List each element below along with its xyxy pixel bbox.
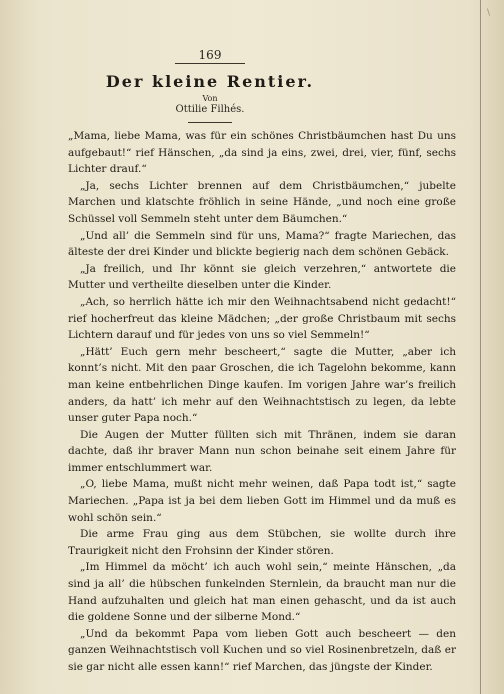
paragraph: Die arme Frau ging aus dem Stübchen, sie wollte durch ihre Traurigkeit nicht den Frohsinn der Kinder stören. bbox=[68, 528, 456, 557]
paragraph: „Mama, liebe Mama, was für ein schönes Christbäumchen hast Du uns aufgebaut!“ rief Hänschen, „da sind ja eins, zwei, drei, vier, fünf, sechs Lichter drauf.“ bbox=[68, 130, 456, 176]
paragraph: „Ja, sechs Lichter brennen auf dem Christbäumchen,“ jubelte Marchen und klatschte fröhlich in seine Hände, „und noch eine große Schüssel voll Semmeln steht unter dem Bäumchen.“ bbox=[68, 179, 456, 225]
page-number-rule bbox=[175, 63, 245, 64]
paragraph: „Im Himmel da möcht’ ich auch wohl sein,“ meinte Hänschen, „da sind ja all’ die hübschen funkelnden Sternlein, da braucht man nur die Hand aufzuhalten und gleich hat man einen gehascht, und da ist auch die goldene Sonne und der silberne Mond.“ bbox=[68, 561, 456, 624]
paragraph: „Und all’ die Semmeln sind für uns, Mama?“ fragte Mariechen, das älteste der drei Kinder und blickte begierig nach dem schönen Gebäck. bbox=[68, 229, 456, 259]
paragraph: „Und da bekommt Papa vom lieben Gott auch bescheert — den ganzen Weihnachtstisch voll Kuchen und so viel Rosinenbretzeln, daß er sie gar nicht alle essen kann!“ rief Marchen, das jüngste der Kinder. bbox=[68, 627, 456, 673]
paragraph: Die Augen der Mutter füllten sich mit Thränen, indem sie daran dachte, daß ihr braver Mann nun schon beinahe seit einem Jahre für immer entschlummert war. bbox=[68, 428, 456, 474]
byline-prefix: Von bbox=[202, 94, 218, 103]
author-name: Ottilie Filhés. bbox=[175, 104, 245, 115]
paragraph: „O, liebe Mama, mußt nicht mehr weinen, daß Papa todt ist,“ sagte Mariechen. „Papa ist ja bei dem lieben Gott im Himmel und da muß es wohl schön sein.“ bbox=[68, 478, 456, 524]
paragraph: „Hätt’ Euch gern mehr bescheert,“ sagte die Mutter, „aber ich konnt’s nicht. Mit den paar Groschen, die ich Tagelohn bekomme, kann man keine entbehrlichen Dinge kaufen. Im vorigen Jahre war’s freilich anders, da hatt’ ich mehr auf den Weihnachtstisch zu legen, da lebte unser guter Papa noch.“ bbox=[68, 345, 456, 425]
corner-mark: \ bbox=[487, 8, 491, 18]
page-number: 169 bbox=[198, 48, 222, 62]
story-text bbox=[68, 128, 456, 676]
story-title: Der kleine Rentier. bbox=[105, 72, 315, 91]
title-rule bbox=[188, 122, 232, 123]
page-edge-rule bbox=[480, 0, 481, 694]
paragraph: „Ach, so herrlich hätte ich mir den Weihnachtsabend nicht gedacht!“ rief hocherfreut das kleine Mädchen; „der große Christbaum mit sechs Lichtern darauf und für jedes von uns so viel Semmeln!“ bbox=[68, 295, 456, 342]
paragraph: „Ja freilich, und Ihr könnt sie gleich verzehren,“ antwortete die Mutter und vertheilte dieselben unter die Kinder. bbox=[68, 262, 456, 292]
